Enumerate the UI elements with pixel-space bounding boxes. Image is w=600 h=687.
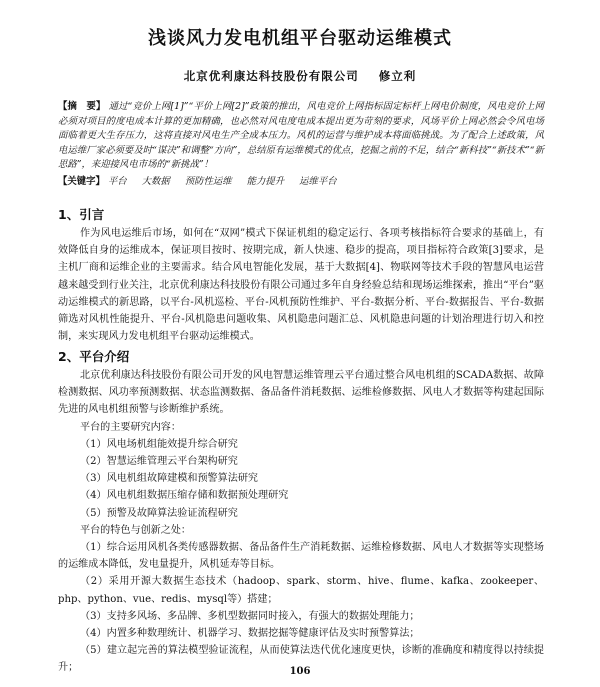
keyword: 运维平台	[299, 176, 337, 187]
feature-item: （3）支持多风场、多品牌、多机型数据同时接入，有强大的数据处理能力；	[80, 610, 420, 622]
feature-item: （2）采用开源大数据生态技术（hadoop、spark、storm、hive、flume、kafka、zookeeper、php、python、vue、redis、mysql等）搭建；	[58, 576, 544, 605]
platform-intro-paragraph: 北京优利康达科技股份有限公司开发的风电智慧运维管理云平台通过整合风电机组的SCADA数据、故障检测数据、风功率预测数据、状态监测数据、备品备件消耗数据、运维检修数据、风电人才数据等构建起国际先进的风电机组预警与诊断维护系统。	[58, 370, 544, 416]
research-item: （5）预警及故障算法验证流程研究	[80, 507, 238, 519]
research-item: （1）风电场机组能效提升综合研究	[80, 438, 238, 450]
keywords-block	[58, 175, 544, 189]
keyword: 预防性运维	[184, 176, 232, 187]
keywords-label: 【关键字】	[58, 176, 105, 187]
feature-item: （5）建立起完善的算法模型验证流程，从而使算法迭代优化速度更快，诊断的准确度和精度得以持续提升；	[58, 645, 544, 674]
page-number: 106	[289, 666, 311, 677]
keyword: 能力提升	[246, 176, 285, 187]
section-heading-platform: 2、平台介绍	[58, 349, 130, 364]
abstract-label: 【摘 要】	[58, 101, 106, 112]
feature-item: （1）综合运用风机各类传感器数据、备品备件生产消耗数据、运维检修数据、风电人才数据等实现整场的运维成本降低，发电量提升，风机延寿等目标。	[58, 542, 544, 571]
keyword: 平台	[107, 176, 127, 187]
research-item: （3）风电机组故障建模和预警算法研究	[80, 473, 259, 485]
author-name: 修立利	[378, 69, 417, 83]
section-introduction-paragraph: 作为风电运维后市场，如何在“双网”模式下保证机组的稳定运行、各项考核指标符合要求的基础上，有效降低自身的运维成本，保证项目按时、按期完成，新人快速、稳步的提高，项目指标符合政策[3]要求，是主机厂商和运维企业的主要需求。结合风电智能化发展，基于大数据[4]、物联网等技术手段的智慧风电运营越来越受到行业关注，北京优利康达科技股份有限公司通过多年自身经验总结和现场运维探索，推出“平台”驱动运维模式的新思路，以平台-风机巡检、平台-风机预防性维护、平台-数据分析、平台-数据报告、平台-数据筛选对风机性能提升、平台-风机隐患问题收集、风机隐患问题汇总、风机隐患问题的计划治理进行切入和控制，来实现风力发电机组平台驱动运维模式。	[58, 228, 544, 343]
research-label: 平台的主要研究内容：	[80, 421, 181, 433]
research-item: （4）风电机组数据压缩存储和数据预处理研究	[80, 490, 289, 502]
author-affiliation: 北京优利康达科技股份有限公司	[183, 69, 359, 83]
research-item: （2）智慧运维管理云平台架构研究	[80, 456, 238, 468]
abstract-text: 通过“竞价上网[1]”“平价上网[2]”政策的推出，风电竞价上网指标固定标杆上网电价制度，风电竞价上网必须对项目的度电成本计算的更加精确，也必然对风电度电成本提出更为苛刻的要求，风场平价上网必然会令风电场面临着更大生存压力，这将直接对风电生产全成本压力。风机的运营与维护成本将面临挑战。为了配合上述政策，风电运维厂家必须要及时“谋决”和调整“方向”，总结原有运维模式的优点，挖掘之前的不足，结合“新科技”“新技术”“新思路”，来迎接风电市场的“新挑战”！	[58, 101, 544, 171]
keyword: 大数据	[141, 176, 170, 187]
section-platform-body	[58, 367, 544, 677]
author-line	[0, 68, 600, 84]
section-heading-introduction: 1、引言	[58, 207, 105, 222]
paper-title: 浅谈风力发电机组平台驱动运维模式	[148, 28, 452, 49]
feature-item: （4）内置多种数理统计、机器学习、数据挖掘等健康评估及实时预警算法；	[80, 628, 420, 640]
abstract-block	[58, 100, 544, 173]
features-label: 平台的特色与创新之处：	[80, 524, 192, 536]
